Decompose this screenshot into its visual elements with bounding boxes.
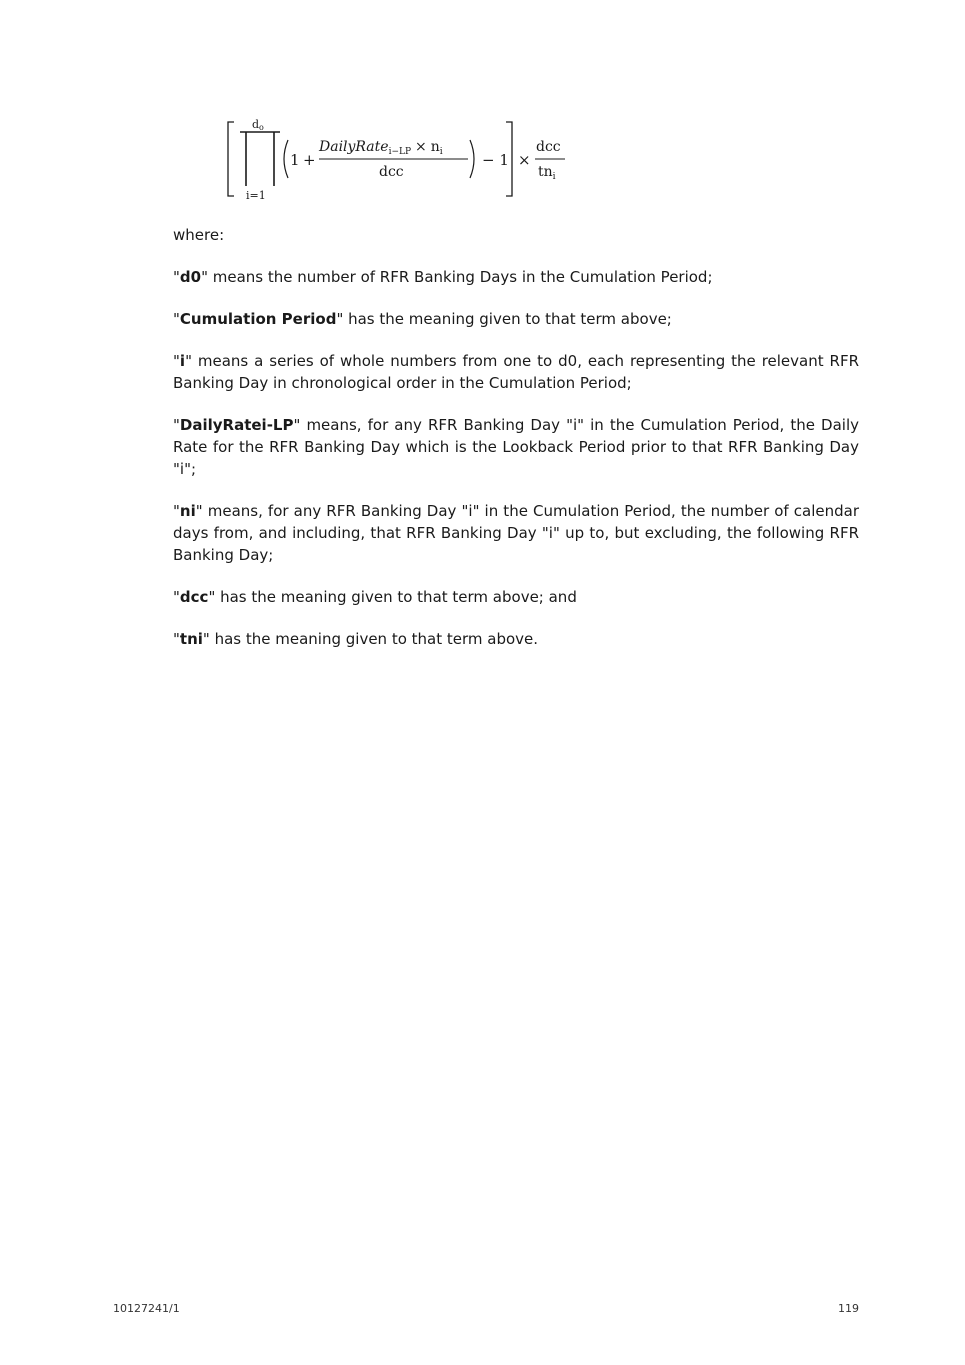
left-paren — [284, 140, 288, 178]
where-label: where: — [173, 226, 225, 244]
page-number: 119 — [838, 1302, 859, 1315]
definition-tni: "tni" has the meaning given to that term above. — [173, 630, 539, 648]
definition-text: means the number of RFR Banking Days in the Cumulation Period; — [208, 268, 713, 286]
term: dcc — [179, 588, 209, 606]
upper-limit: do — [252, 118, 264, 132]
definition-text: has the meaning given to that term above; and — [215, 588, 577, 606]
denominator: dcc — [379, 164, 404, 180]
term: ni — [179, 502, 196, 520]
definition-i: "i" means a series of whole numbers from one to d0, each representing the relevant RFR Banking Day in chronological order in the Cumulation Period; — [173, 352, 859, 392]
definition-text: has the meaning given to that term above. — [209, 630, 539, 648]
formula-one: 1 — [290, 151, 300, 169]
formula-plus: + — [303, 151, 316, 169]
definitions-section — [173, 224, 859, 670]
definition-cumulation-period: "Cumulation Period" has the meaning given to that term above; — [173, 310, 672, 328]
numerator: DailyRate$_{i-LP}$ × $n_i$ — [319, 139, 443, 157]
definition-text: means a series of whole numbers from one to d0, each representing the relevant RFR Banking Day in chronological order in the Cumulation Period; — [173, 352, 859, 392]
frac2-denominator: $tn_i$ — [538, 164, 556, 182]
lower-limit: i=1 — [246, 189, 266, 202]
document-reference: 10127241/1 — [113, 1302, 180, 1315]
definition-text: means, for any RFR Banking Day "i" in the Cumulation Period, the number of calendar days from, and including, that RFR Banking Day "i" up to, but excluding, the following RFR Banking Day; — [173, 502, 859, 564]
definition-ni: "ni" means, for any RFR Banking Day "i" in the Cumulation Period, the number of calendar days from, and including, that RFR Banking Day "i" up to, but excluding, the following RFR Banking Day; — [173, 502, 859, 564]
definition-dailyrate: "DailyRatei-LP" means, for any RFR Banking Day "i" in the Cumulation Period, the Daily Rate for the RFR Banking Day which is the Lookback Period prior to that RFR Banking Day "i"; — [173, 416, 859, 478]
left-bracket — [228, 122, 234, 196]
term: Cumulation Period — [179, 310, 337, 328]
product-symbol — [240, 132, 280, 186]
term: DailyRatei-LP — [179, 416, 294, 434]
definition-text: has the meaning given to that term above; — [343, 310, 672, 328]
definition-d0: "d0" means the number of RFR Banking Days in the Cumulation Period; — [173, 268, 713, 286]
outer-times: × — [518, 151, 531, 169]
compounding-formula — [222, 112, 582, 208]
term: d0 — [179, 268, 202, 286]
minus-one: − 1 — [482, 151, 509, 169]
definition-dcc: "dcc" has the meaning given to that term above; and — [173, 588, 577, 606]
definition-text: means, for any RFR Banking Day "i" in the Cumulation Period, the Daily Rate for the RFR Banking Day which is the Lookback Period prior to that RFR Banking Day "i"; — [173, 416, 859, 478]
term: tni — [179, 630, 203, 648]
right-paren — [470, 140, 474, 178]
frac2-numerator: dcc — [536, 139, 561, 155]
term: i — [179, 352, 186, 370]
